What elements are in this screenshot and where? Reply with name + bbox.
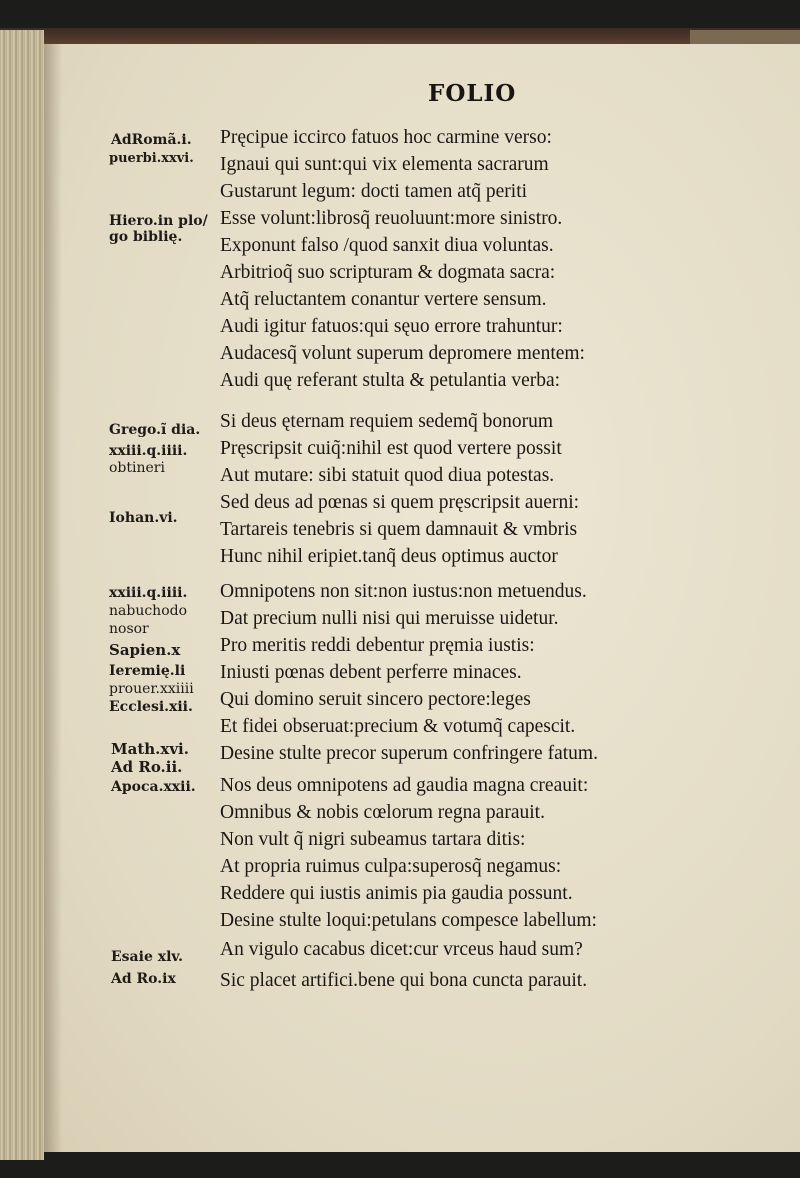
margin-note: nosor <box>109 621 149 637</box>
verse-line: Hunc nihil eripiet.tanq̃ deus optimus auctor <box>220 546 558 567</box>
verse-line: Pro meritis reddi debentur pręmia iustis: <box>220 635 535 656</box>
verse-line: Desine stulte loqui:petulans compesce labellum: <box>220 910 597 931</box>
margin-note: Apoca.xxii. <box>111 779 196 795</box>
margin-note: go biblię. <box>109 229 183 245</box>
book-top-edge <box>0 28 800 44</box>
verse-line: Arbitrioq̃ suo scripturam & dogmata sacra: <box>220 262 556 283</box>
page-header-folio: FOLIO <box>428 80 517 107</box>
margin-note: prouer.xxiiii <box>109 681 194 697</box>
verse-line: Iniusti pœnas debent perferre minaces. <box>220 662 522 683</box>
verse-line: Desine stulte precor superum confringere fatum. <box>220 743 598 764</box>
verse-line: Audi quę referant stulta & petulantia verba: <box>220 370 561 391</box>
margin-note: Ieremię.li <box>109 663 186 679</box>
margin-note: nabuchodo <box>109 603 188 619</box>
verse-line: Qui domino seruit sincero pectore:leges <box>220 689 531 710</box>
verse-line: Omnipotens non sit:non iustus:non metuendus. <box>220 581 587 602</box>
verse-line: Gustarunt legum: docti tamen atq̃ periti <box>220 181 528 202</box>
verse-line: At propria ruimus culpa:superosq̃ negamus: <box>220 856 562 877</box>
margin-note: Grego.ĩ dia. <box>109 422 201 438</box>
verse-line: Dat precium nulli nisi qui meruisse uidetur. <box>220 608 559 629</box>
margin-note: xxiii.q.iiii. <box>109 585 188 601</box>
verse-line: Sed deus ad pœnas si quem pręscripsit auerni: <box>220 492 580 513</box>
verse-line: Ignaui qui sunt:qui vix elementa sacrarum <box>220 154 549 175</box>
verse-line: Pręcipue iccirco fatuos hoc carmine verso: <box>220 127 552 148</box>
verse-line: Non vult q̃ nigri subeamus tartara ditis: <box>220 829 526 850</box>
margin-note: Ad Ro.ix <box>111 971 176 987</box>
verse-line: Audi igitur fatuos:qui sęuo errore trahuntur: <box>220 316 563 337</box>
margin-note: Ecclesi.xii. <box>109 699 193 715</box>
verse-line: Atq̃ reluctantem conantur vertere sensum. <box>220 289 547 310</box>
margin-note: xxiii.q.iiii. <box>109 443 188 459</box>
margin-note: Sapien.x <box>109 641 181 659</box>
margin-note: puerbi.xxvi. <box>109 151 194 166</box>
margin-note: Esaie xlv. <box>111 949 183 965</box>
verse-line: Tartareis tenebris si quem damnauit & vmbris <box>220 519 578 540</box>
margin-note: Ad Ro.ii. <box>111 758 183 776</box>
margin-note: Math.xvi. <box>111 740 189 758</box>
verse-line: Et fidei obseruat:precium & votumq̃ capescit. <box>220 716 576 737</box>
verse-line: Omnibus & nobis cœlorum regna parauit. <box>220 802 545 823</box>
verse-line: Exponunt falso /quod sanxit diua voluntas. <box>220 235 554 256</box>
verse-line: Sic placet artifici.bene qui bona cuncta parauit. <box>220 970 588 991</box>
verse-line: Reddere qui iustis animis pia gaudia possunt. <box>220 883 573 904</box>
verse-line: Esse volunt:librosq̃ reuoluunt:more sinistro. <box>220 208 563 229</box>
margin-note: AdRomã.i. <box>111 132 192 148</box>
page-stack-edge <box>0 30 44 1160</box>
margin-note: obtineri <box>109 460 165 476</box>
margin-note: Iohan.vi. <box>109 510 178 526</box>
verse-line: Nos deus omnipotens ad gaudia magna creauit: <box>220 775 589 796</box>
verse-line: Aut mutare: sibi statuit quod diua potestas. <box>220 465 555 486</box>
gutter-shadow <box>44 44 62 1152</box>
verse-line: Si deus ęternam requiem sedemq̃ bonorum <box>220 411 554 432</box>
verse-line: Pręscripsit cuiq̃:nihil est quod vertere possit <box>220 438 562 459</box>
verse-line: Audacesq̃ volunt superum depromere mentem: <box>220 343 585 364</box>
margin-note: Hiero.in plo/ <box>109 213 208 229</box>
verse-line: An vigulo cacabus dicet:cur vrceus haud sum? <box>220 939 583 960</box>
